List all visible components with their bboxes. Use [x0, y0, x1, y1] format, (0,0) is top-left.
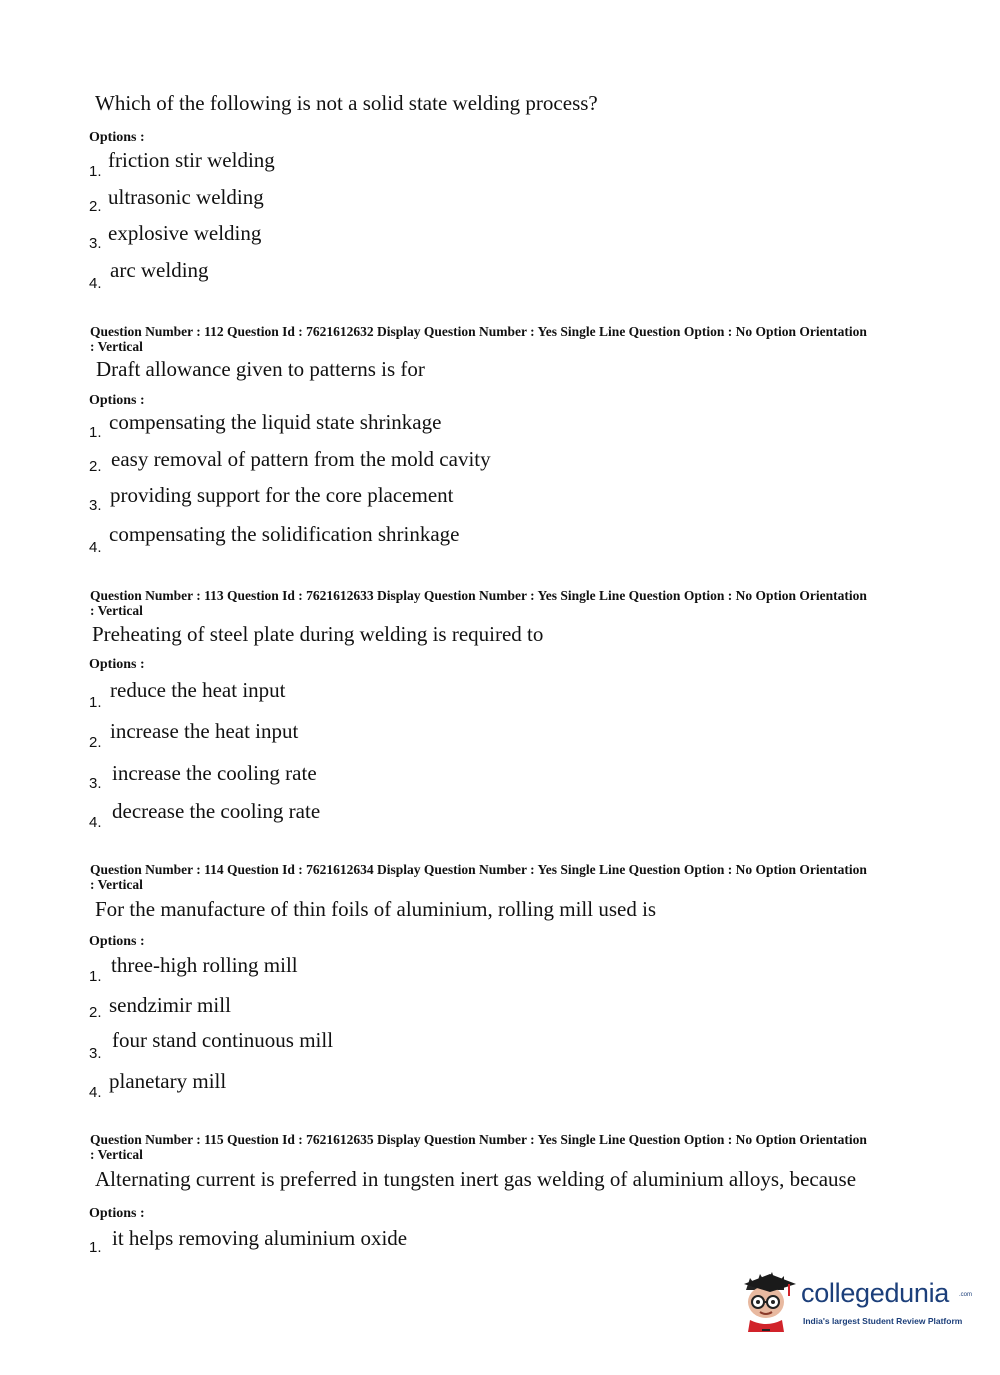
- option-number: 1.: [89, 968, 102, 985]
- option-number: 1.: [89, 694, 102, 711]
- option-text: sendzimir mill: [109, 993, 231, 1017]
- options-label: Options :: [89, 657, 145, 672]
- question-text: For the manufacture of thin foils of aluminium, rolling mill used is: [95, 897, 657, 921]
- option-number: 4.: [89, 814, 102, 831]
- question-text: Alternating current is preferred in tungsten inert gas welding of aluminium alloys, because: [95, 1167, 857, 1191]
- option-text: explosive welding: [108, 221, 262, 245]
- option-number: 4.: [89, 1084, 102, 1101]
- collegedunia-logo: [740, 1268, 973, 1340]
- option-text: ultrasonic welding: [108, 185, 264, 209]
- option-number: 2.: [89, 734, 102, 751]
- option-text: friction stir welding: [108, 148, 275, 172]
- question-meta: Question Number : 112 Question Id : 7621612632 Display Question Number : Yes Single Line Question Option : No Option Orientation : Vertical: [90, 324, 867, 354]
- option-text: three-high rolling mill: [111, 953, 298, 977]
- options-label: Options :: [89, 934, 145, 949]
- option-text: easy removal of pattern from the mold cavity: [111, 447, 491, 471]
- question-text: Which of the following is not a solid state welding process?: [95, 91, 598, 115]
- option-text: it helps removing aluminium oxide: [112, 1226, 408, 1250]
- option-text: reduce the heat input: [110, 678, 286, 702]
- option-number: 3.: [89, 497, 102, 514]
- option-text: compensating the liquid state shrinkage: [109, 410, 442, 434]
- question-meta: Question Number : 115 Question Id : 7621612635 Display Question Number : Yes Single Line Question Option : No Option Orientation : Vertical: [90, 1132, 867, 1162]
- option-number: 4.: [89, 275, 102, 292]
- question-text: Preheating of steel plate during welding is required to: [92, 622, 544, 646]
- option-text: compensating the solidification shrinkage: [109, 522, 460, 546]
- logo-suffix: .com: [959, 1292, 973, 1298]
- logo-tagline: India's largest Student Review Platform: [803, 1316, 963, 1326]
- option-text: providing support for the core placement: [110, 483, 454, 507]
- option-number: 4.: [89, 539, 102, 556]
- option-number: 2.: [89, 1004, 102, 1021]
- mascot-icon: [740, 1268, 800, 1340]
- options-label: Options :: [89, 393, 145, 408]
- question-text: Draft allowance given to patterns is for: [96, 357, 425, 381]
- option-text: increase the cooling rate: [112, 761, 317, 785]
- option-number: 2.: [89, 458, 102, 475]
- logo-wordmark: collegedunia: [801, 1278, 950, 1308]
- options-label: Options :: [89, 1206, 145, 1221]
- option-number: 3.: [89, 1045, 102, 1062]
- question-meta: Question Number : 114 Question Id : 7621612634 Display Question Number : Yes Single Line Question Option : No Option Orientation : Vertical: [90, 862, 867, 892]
- options-label: Options :: [89, 130, 145, 145]
- option-number: 1.: [89, 163, 102, 180]
- option-number: 2.: [89, 198, 102, 215]
- option-text: arc welding: [110, 258, 209, 282]
- option-number: 1.: [89, 424, 102, 441]
- option-number: 3.: [89, 775, 102, 792]
- option-number: 3.: [89, 235, 102, 252]
- option-text: decrease the cooling rate: [112, 799, 321, 823]
- option-text: increase the heat input: [110, 719, 299, 743]
- question-meta: Question Number : 113 Question Id : 7621612633 Display Question Number : Yes Single Line Question Option : No Option Orientation : Vertical: [90, 588, 867, 618]
- option-text: four stand continuous mill: [112, 1028, 334, 1052]
- option-number: 1.: [89, 1239, 102, 1256]
- option-text: planetary mill: [109, 1069, 227, 1093]
